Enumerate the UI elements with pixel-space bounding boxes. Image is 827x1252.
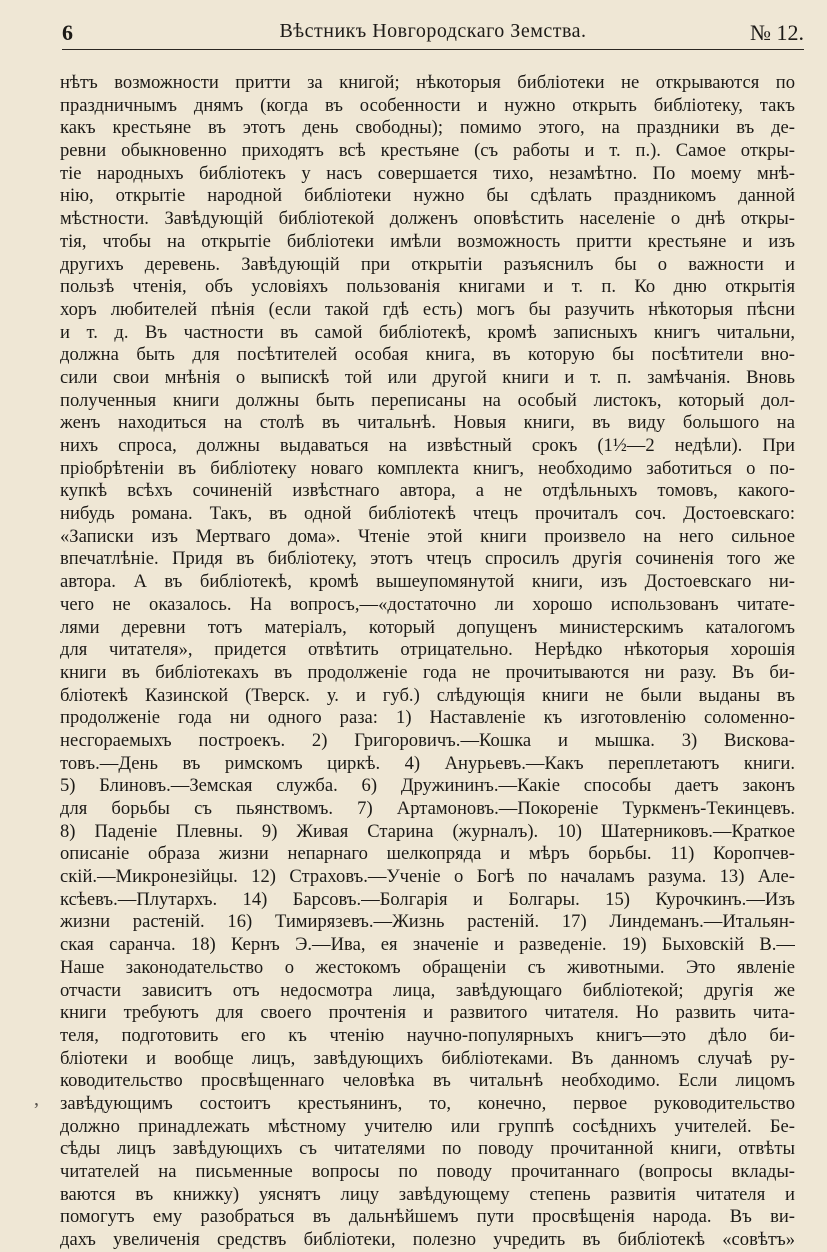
text-line: праздничнымъ днямъ (когда въ особенности и нужно открыть библiотеку, такъ (60, 94, 795, 116)
text-line: и т. д. Въ частности въ самой библiотекѣ, кромѣ записныхъ книгъ читальни, (60, 321, 795, 343)
text-line: полученныя книги должны быть переписаны на особый листокъ, который дол- (60, 389, 795, 411)
text-line: читателей на письменные вопросы по поводу прочитаннаго (вопросы вклады- (60, 1161, 795, 1182)
text-line: дахъ увеличенiя средствъ библiотеки, полезно учредить въ библiотекѣ «совѣтъ» (60, 1229, 795, 1251)
text-line: тiя, чтобы на открытiе библiотеки имѣли возможность притти крестьяне и изъ (60, 230, 795, 252)
text-line: 8) Паденiе Плевны. 9) Живая Старина (журналъ). 10) Шатерниковъ.—Краткое (60, 820, 795, 842)
text-line: отчасти зависитъ отъ недосмотра лица, завѣдующаго библiотекой; другiя же (60, 979, 795, 1001)
text-line: чего не оказалось. На вопросъ,—«достаточно ли хорошо использованъ читате- (60, 593, 795, 615)
text-line: «Записки изъ Мертваго дома». Чтенiе этой книги произвело на него сильное (60, 525, 795, 547)
text-line: ревни обыкновенно приходятъ всѣ крестьяне (съ работы и т. п.). Самое откры- (60, 140, 795, 162)
text-line: ководительство просвѣщеннаго человѣка въ читальнѣ необходимо. Если лицомъ (60, 1070, 795, 1092)
text-line: нихъ спроса, должны выдаваться на извѣстный срокъ (1½—2 недѣли). При (60, 435, 795, 456)
text-line: должна быть для посѣтителей особая книга, въ которую бы посѣтители вно- (60, 344, 795, 366)
margin-mark: , (34, 1088, 39, 1110)
text-line: какъ крестьяне въ этотъ день свободны); помимо этого, на праздники въ де- (60, 117, 795, 139)
text-line: для борьбы съ пьянствомъ. 7) Артамоновъ.—Покоренiе Туркменъ-Текинцевъ. (60, 798, 795, 819)
text-line: сили свои мнѣнiя о выпискѣ той или другой книги и т. п. замѣчанiя. Вновь (60, 366, 795, 388)
text-line: другихъ деревень. Завѣдующiй при открытiи разъяснилъ бы о важности и (60, 253, 795, 275)
page-header (62, 16, 804, 46)
text-line: женъ находиться на столѣ въ читальнѣ. Новыя книги, въ виду большого на (60, 412, 795, 434)
text-line: помогутъ ему разобраться въ дальнѣйшемъ пути просвѣщенiя народа. Въ ви- (60, 1206, 795, 1228)
text-line: пользѣ чтенiя, объ условiяхъ пользованiя книгами и т. п. Ко дню открытiя (60, 276, 795, 298)
text-line: сѣды лицъ завѣдующихъ съ читателями по поводу прочитанной книги, отвѣты (60, 1138, 795, 1160)
text-line: прiобрѣтенiи въ библiотеку новаго комплекта книгъ, необходимо заботиться о по- (60, 457, 795, 479)
text-line: ваются въ книжку) уяснятъ лицу завѣдующему степень развитiя читателя и (60, 1183, 795, 1205)
text-line: продолженiе года ни одного раза: 1) Наставленiе къ изготовленiю соломенно- (60, 707, 795, 729)
page-number: 6 (62, 20, 73, 45)
running-title: Вѣстникъ Новгородскаго Земства. (279, 20, 587, 42)
header-rule (62, 49, 804, 50)
text-line: мѣстности. Завѣдующiй библiотекой долженъ оповѣстить населенiе о днѣ откры- (60, 208, 795, 230)
text-line: нѣтъ возможности притти за книгой; нѣкоторыя библiотеки не открываются по (60, 72, 795, 93)
text-line: ксѣевъ.—Плутархъ. 14) Барсовъ.—Болгарiя и Болгары. 15) Курочкинъ.—Изъ (60, 888, 795, 910)
body-text (60, 72, 795, 1252)
text-line: автора. А въ библiотекѣ, кромѣ вышеупомянутой книги, изъ Достоевскаго ни- (60, 571, 795, 593)
text-line: впечатлѣнiе. Придя въ библiотеку, этотъ чтецъ спросилъ другiя сочиненiя того же (60, 548, 795, 570)
text-line: завѣдующимъ состоитъ крестьянинъ, то, конечно, первое руководительство (60, 1092, 795, 1114)
text-line: нибудь романа. Такъ, въ одной библiотекѣ чтецъ прочиталъ соч. Достоевскаго: (60, 503, 795, 525)
text-line: несгораемыхъ построекъ. 2) Григоровичъ.—Кошка и мышка. 3) Вискова- (60, 729, 795, 751)
text-line: для читателя», придется отвѣтить отрицательно. Нерѣдко нѣкоторыя хорошiя (60, 639, 795, 661)
text-line: лями деревни тотъ матерiалъ, который допущенъ министерскимъ каталогомъ (60, 616, 795, 638)
text-line: должно принадлежать мѣстному учителю или группѣ сосѣднихъ учителей. Бе- (60, 1115, 795, 1137)
text-line: книги требуютъ для своего прочтенiя и развитого читателя. Но развить чита- (60, 1002, 795, 1024)
issue-number: № 12. (750, 20, 804, 45)
text-line: теля, подготовить его къ чтенiю научно-популярныхъ книгъ—это дѣло би- (60, 1024, 795, 1046)
text-line: описанiе образа жизни непарнаго шелкопряда и мѣръ борьбы. 11) Коропчев- (60, 843, 795, 865)
text-line: жизни растенiй. 16) Тимирязевъ.—Жизнь растенiй. 17) Линдеманъ.—Итальян- (60, 911, 795, 933)
text-line: ская саранча. 18) Кернъ Э.—Ива, ея значенiе и разведенiе. 19) Быховскiй В.— (60, 934, 795, 956)
text-line: товъ.—День въ римскомъ циркѣ. 4) Анурьевъ.—Какъ переплетаютъ книги. (60, 752, 795, 774)
text-line: 5) Блиновъ.—Земская служба. 6) Дружининъ.—Какiе способы даетъ законъ (60, 775, 795, 797)
text-line: книги въ библiотекахъ въ продолженiе года не прочитываются ни разу. Въ би- (60, 661, 795, 683)
text-line: скiй.—Микронезiйцы. 12) Страховъ.—Ученiе о Богѣ по началамъ разума. 13) Але- (60, 866, 795, 888)
text-line: нiю, открытiе народной библiотеки нужно бы сдѣлать праздникомъ данной (60, 185, 795, 207)
text-line: тiе народныхъ библiотекъ у насъ совершается тихо, незамѣтно. По моему мнѣ- (60, 162, 795, 184)
text-line: блiотеки и вообще лицъ, завѣдующихъ библiотеками. Въ данномъ случаѣ ру- (60, 1047, 795, 1069)
text-line: блiотекѣ Казинской (Тверск. у. и губ.) слѣдующiя книги не были выданы въ (60, 684, 795, 706)
text-line: Наше законодательство о жестокомъ обращенiи съ животными. Это явленiе (60, 956, 795, 978)
text-line: купкѣ всѣхъ сочиненiй извѣстнаго автора, а не отдѣльныхъ томовъ, какого- (60, 480, 795, 502)
text-line: хоръ любителей пѣнiя (если такой гдѣ есть) могъ бы разучить нѣкоторыя пѣсни (60, 298, 795, 320)
